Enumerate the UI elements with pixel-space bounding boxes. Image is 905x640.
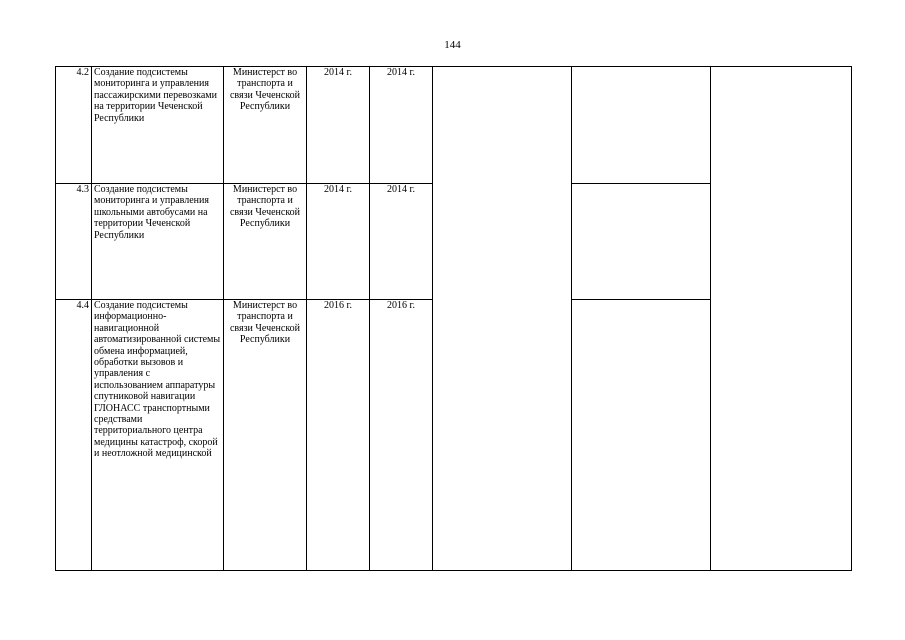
empty-merged-cell bbox=[433, 67, 572, 571]
end-year: 2016 г. bbox=[370, 300, 433, 571]
start-year: 2016 г. bbox=[307, 300, 370, 571]
start-year: 2014 г. bbox=[307, 184, 370, 300]
end-year: 2014 г. bbox=[370, 67, 433, 184]
executor: Министерст во транспорта и связи Чеченской Республики bbox=[224, 184, 307, 300]
row-number: 4.2 bbox=[56, 67, 92, 184]
measures-table bbox=[55, 66, 852, 571]
page-number: 144 bbox=[444, 39, 461, 51]
table-row bbox=[56, 67, 852, 184]
start-year: 2014 г. bbox=[307, 67, 370, 184]
executor: Министерст во транспорта и связи Чеченской Республики bbox=[224, 300, 307, 571]
empty-cell bbox=[572, 67, 711, 184]
empty-cell bbox=[572, 184, 711, 300]
row-number: 4.4 bbox=[56, 300, 92, 571]
empty-merged-cell bbox=[711, 67, 852, 571]
executor: Министерст во транспорта и связи Чеченской Республики bbox=[224, 67, 307, 184]
measure-name: Создание подсистемы информационно-навигационной автоматизированной системы обмена информацией, обработки вызовов и управления с использованием аппаратуры спутниковой навигации ГЛОНАСС транспортными средствами территориального центра медицины катастроф, скорой и неотложной медицинской bbox=[92, 300, 224, 571]
end-year: 2014 г. bbox=[370, 184, 433, 300]
empty-cell bbox=[572, 300, 711, 571]
row-number: 4.3 bbox=[56, 184, 92, 300]
measure-name: Создание подсистемы мониторинга и управления пассажирскими перевозками на территории Чеченской Республики bbox=[92, 67, 224, 184]
measure-name: Создание подсистемы мониторинга и управления школьными автобусами на территории Чеченской Республики bbox=[92, 184, 224, 300]
